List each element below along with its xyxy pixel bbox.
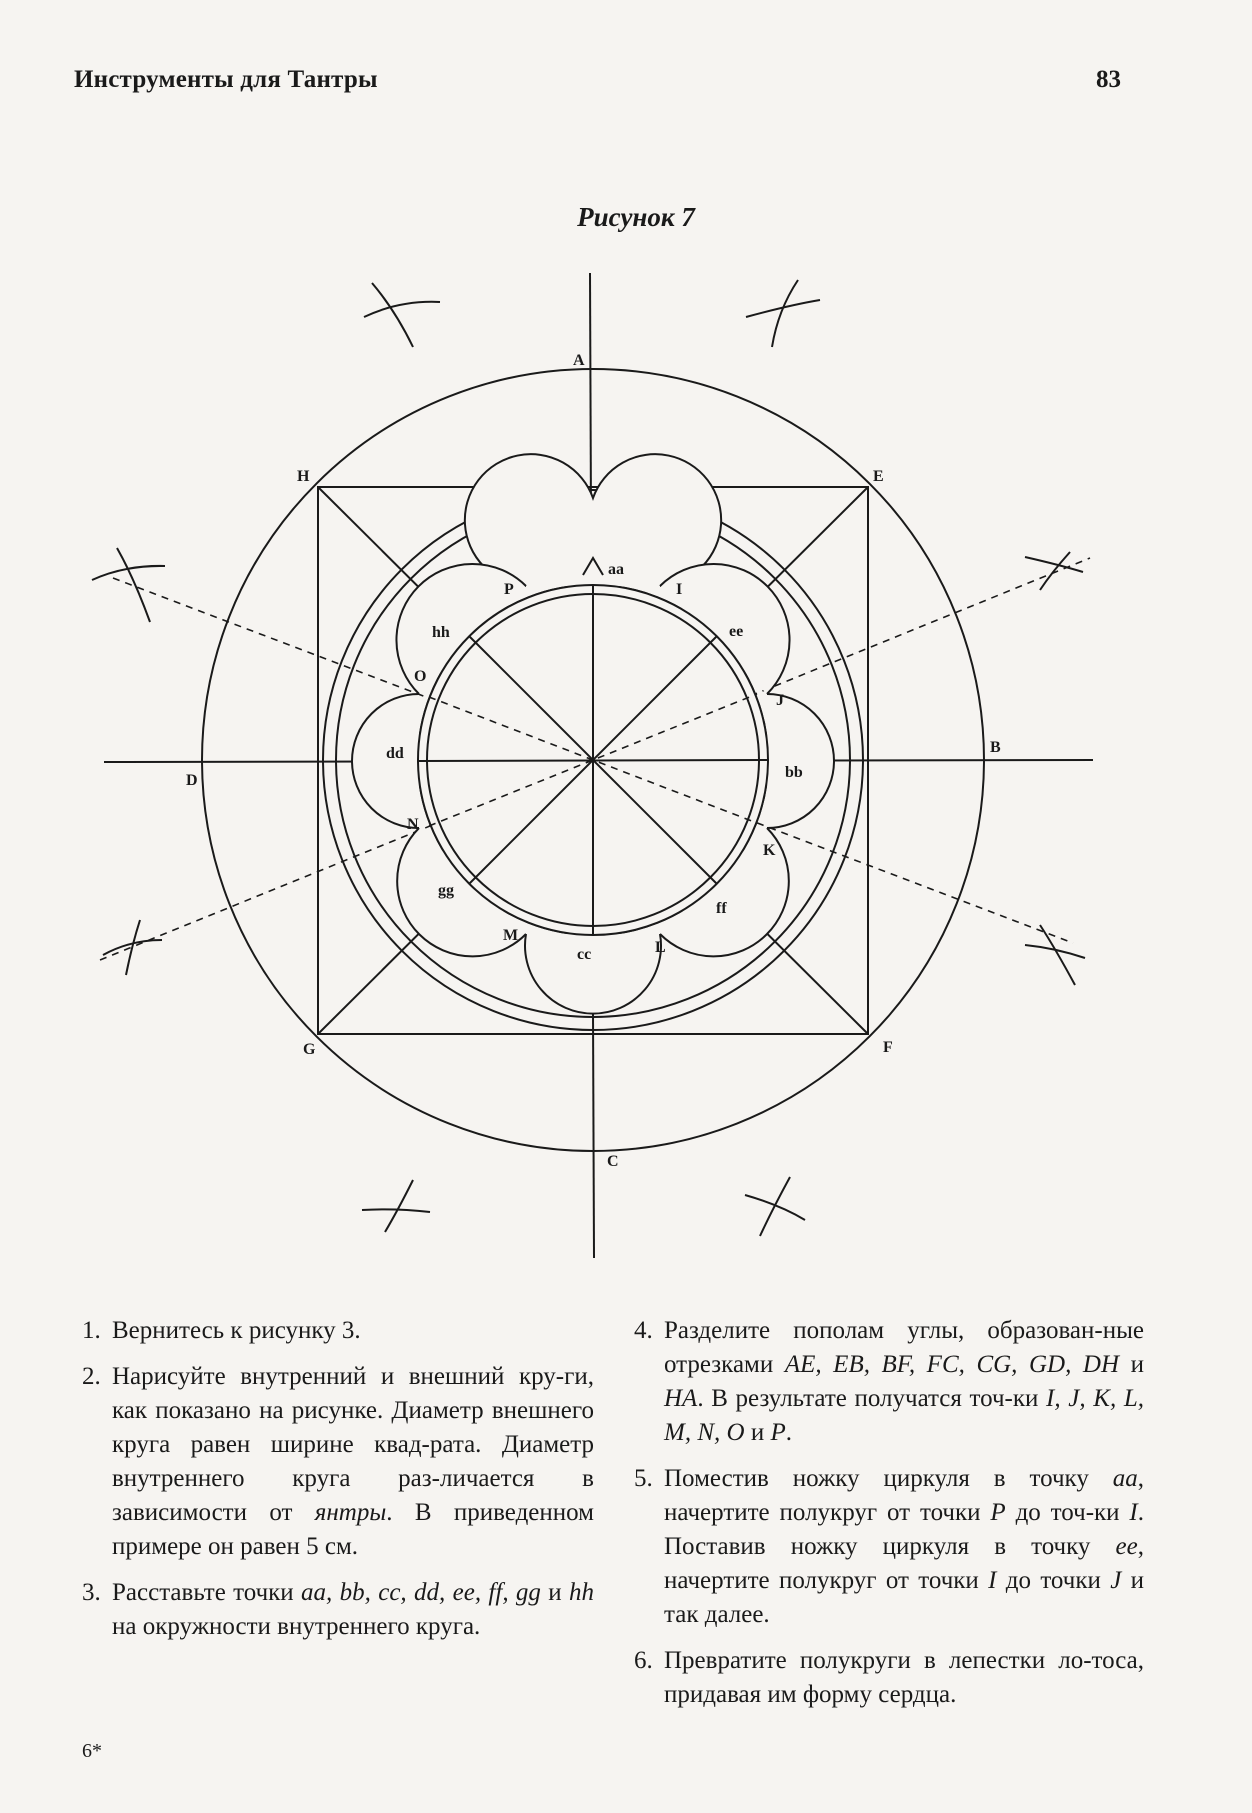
label-hh: hh <box>432 624 450 641</box>
step-6: 6. Превратите полукруги в лепестки ло-тоса, придавая им форму сердца. <box>634 1647 1144 1708</box>
label-O: O <box>414 668 427 685</box>
label-E: E <box>873 468 884 485</box>
label-F: F <box>883 1039 893 1056</box>
label-J: J <box>776 692 784 709</box>
figure-title: Рисунок 7 <box>577 202 695 232</box>
label-dd: dd <box>386 745 404 762</box>
step-3: 3. Расставьте точки aa, bb, cc, dd, ee, ff, gg и hh на окружности внутреннего круга. <box>82 1579 594 1640</box>
petal-top <box>465 454 721 586</box>
instructions-right-column <box>634 1314 1144 1724</box>
label-L: L <box>655 939 666 956</box>
label-B: B <box>990 739 1001 756</box>
label-bb: bb <box>785 764 803 781</box>
label-aa: aa <box>608 561 624 578</box>
petal-right <box>767 694 834 828</box>
signature-mark: 6* <box>82 1740 102 1762</box>
step-1: 1. Вернитесь к рисунку 3. <box>82 1317 361 1344</box>
step-5: 5. Поместив ножку циркуля в точку aa, начертите полукруг от точки P до точ-ки I. Поставив ножку циркуля в точку ee, начертите полукруг от точки I до точки J и так далее. <box>634 1465 1144 1628</box>
running-head: Инструменты для Тантры <box>74 66 378 93</box>
label-K: K <box>763 842 776 859</box>
label-H: H <box>297 468 310 485</box>
page-number: 83 <box>1096 66 1121 93</box>
step-2: 2. Нарисуйте внутренний и внешний кру-ги, как показано на рисунке. Диаметр внешнего круга равен ширине квад-рата. Диаметр внутреннего круга раз-личается в зависимости от янтры. В приведенном примере он равен 5 см. <box>82 1363 594 1560</box>
label-A: A <box>573 352 585 369</box>
label-P: P <box>504 581 514 598</box>
label-N: N <box>407 816 419 833</box>
label-gg: gg <box>438 882 454 899</box>
label-M: M <box>503 927 519 944</box>
label-D: D <box>186 772 198 789</box>
label-I: I <box>676 581 683 598</box>
instructions-left-column <box>82 1314 594 1656</box>
step-4: 4. Разделите пополам углы, образован-ные отрезками AE, EB, BF, FC, CG, GD, DH и HA. В результате получатся точ-ки I, J, K, L, M, N, O и P. <box>634 1317 1145 1446</box>
label-cc: cc <box>577 946 592 963</box>
label-ff: ff <box>716 900 727 917</box>
petal-bottom <box>525 934 661 1014</box>
label-G: G <box>303 1041 316 1058</box>
label-ee: ee <box>729 623 744 640</box>
label-C: C <box>607 1153 619 1170</box>
